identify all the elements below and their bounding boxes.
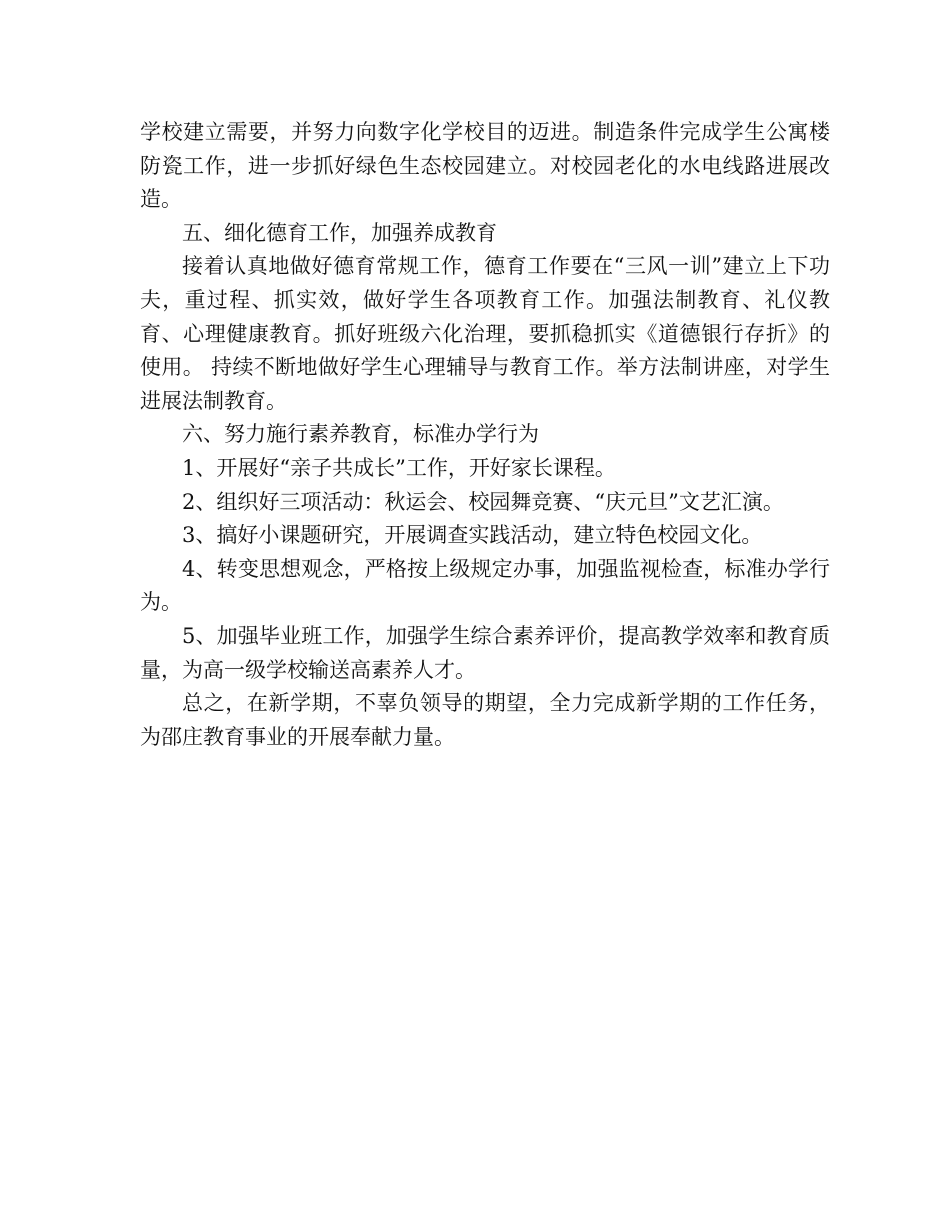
list-item-1: 1、开展好“亲子共成长”工作，开好家长课程。 (182, 455, 616, 480)
list-item-3: 3、搞好小课题研究，开展调查实践活动，建立特色校园文化。 (182, 523, 763, 548)
list-item-4: 4、转变思想观念，严格按上级规定办事，加强监视检查，标准办学行为。 (140, 556, 830, 615)
list-item-5: 5、加强毕业班工作，加强学生综合素养评价，提高教学效率和教育质量，为高一级学校输送高素养人才。 (140, 623, 830, 682)
section-heading-five: 五、细化德育工作，加强养成教育 (182, 220, 497, 245)
paragraph-conclusion: 总之，在新学期，不辜负领导的期望，全力完成新学期的工作任务，为邵庄教育事业的开展奉献力量。 (140, 691, 830, 749)
section-heading-six: 六、努力施行素养教育，标准办学行为 (182, 422, 539, 447)
list-item-2: 2、组织好三项活动：秋运会、校园舞竞赛、“庆元旦”文艺汇演。 (182, 489, 784, 514)
paragraph-continuation: 学校建立需要，并努力向数字化学校目的迈进。制造条件完成学生公寓楼防瓷工作，进一步抓好绿色生态校园建立。对校园老化的水电线路进展改造。 (140, 120, 830, 212)
document-body (140, 116, 830, 754)
paragraph-moral-education: 接着认真地做好德育常规工作，德育工作要在“三风一训”建立上下功夫，重过程、抓实效，做好学生各项教育工作。加强法制教育、礼仪教育、心理健康教育。抓好班级六化治理，要抓稳抓实《道德银行存折》的使用。 持续不断地做好学生心理辅导与教育工作。举方法制讲座，对学生进展法制教育。 (140, 254, 830, 413)
